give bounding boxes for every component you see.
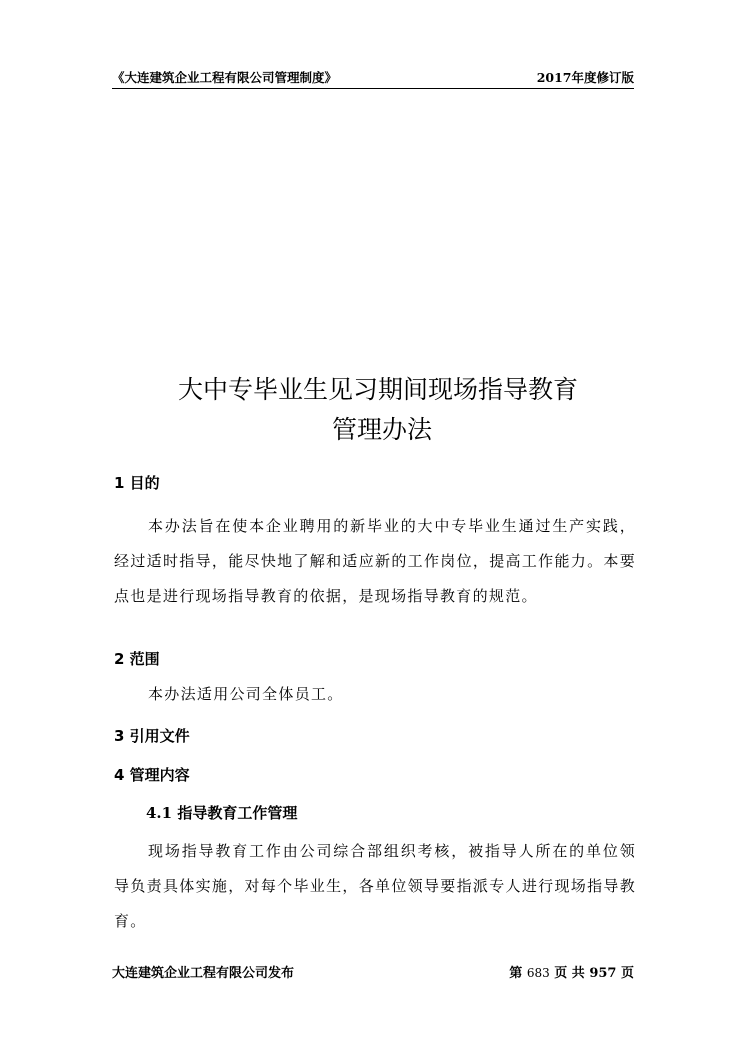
page-current: 683 <box>526 966 550 980</box>
section-4-1-body: 现场指导教育工作由公司综合部组织考核，被指导人所在的单位领导负责具体实施，对每个毕业生，各单位领导要指派专人进行现场指导教育。 <box>114 842 636 930</box>
section-3-heading: 3 引用文件 <box>114 727 190 745</box>
section-1-heading: 1 目的 <box>114 474 160 492</box>
section-1-body: 本办法旨在使本企业聘用的新毕业的大中专毕业生通过生产实践，经过适时指导，能尽快地了解和适应新的工作岗位，提高工作能力。本要点也是进行现场指导教育的依据，是现场指导教育的规范。 <box>114 517 636 605</box>
document-title-line-1: 大中专毕业生见习期间现场指导教育 <box>178 375 579 404</box>
page-prefix: 第 <box>509 966 523 981</box>
section-4-heading: 4 管理内容 <box>114 766 190 784</box>
page-total: 957 <box>589 966 617 981</box>
page-suffix: 页 <box>620 966 634 981</box>
section-2-body: 本办法适用公司全体员工。 <box>148 685 344 703</box>
footer-page-number <box>509 962 634 981</box>
document-title-line-2: 管理办法 <box>332 415 433 444</box>
footer-publisher: 大连建筑企业工程有限公司发布 <box>112 966 295 981</box>
section-4-1-heading: 4.1 指导教育工作管理 <box>146 804 298 822</box>
page-header <box>112 68 634 89</box>
page-mid: 页 共 <box>554 966 585 981</box>
header-document-title: 《大连建筑企业工程有限公司管理制度》 <box>112 70 338 85</box>
section-2-heading: 2 范围 <box>114 650 160 668</box>
page-footer <box>112 962 634 980</box>
header-edition: 2017年度修订版 <box>536 70 634 85</box>
